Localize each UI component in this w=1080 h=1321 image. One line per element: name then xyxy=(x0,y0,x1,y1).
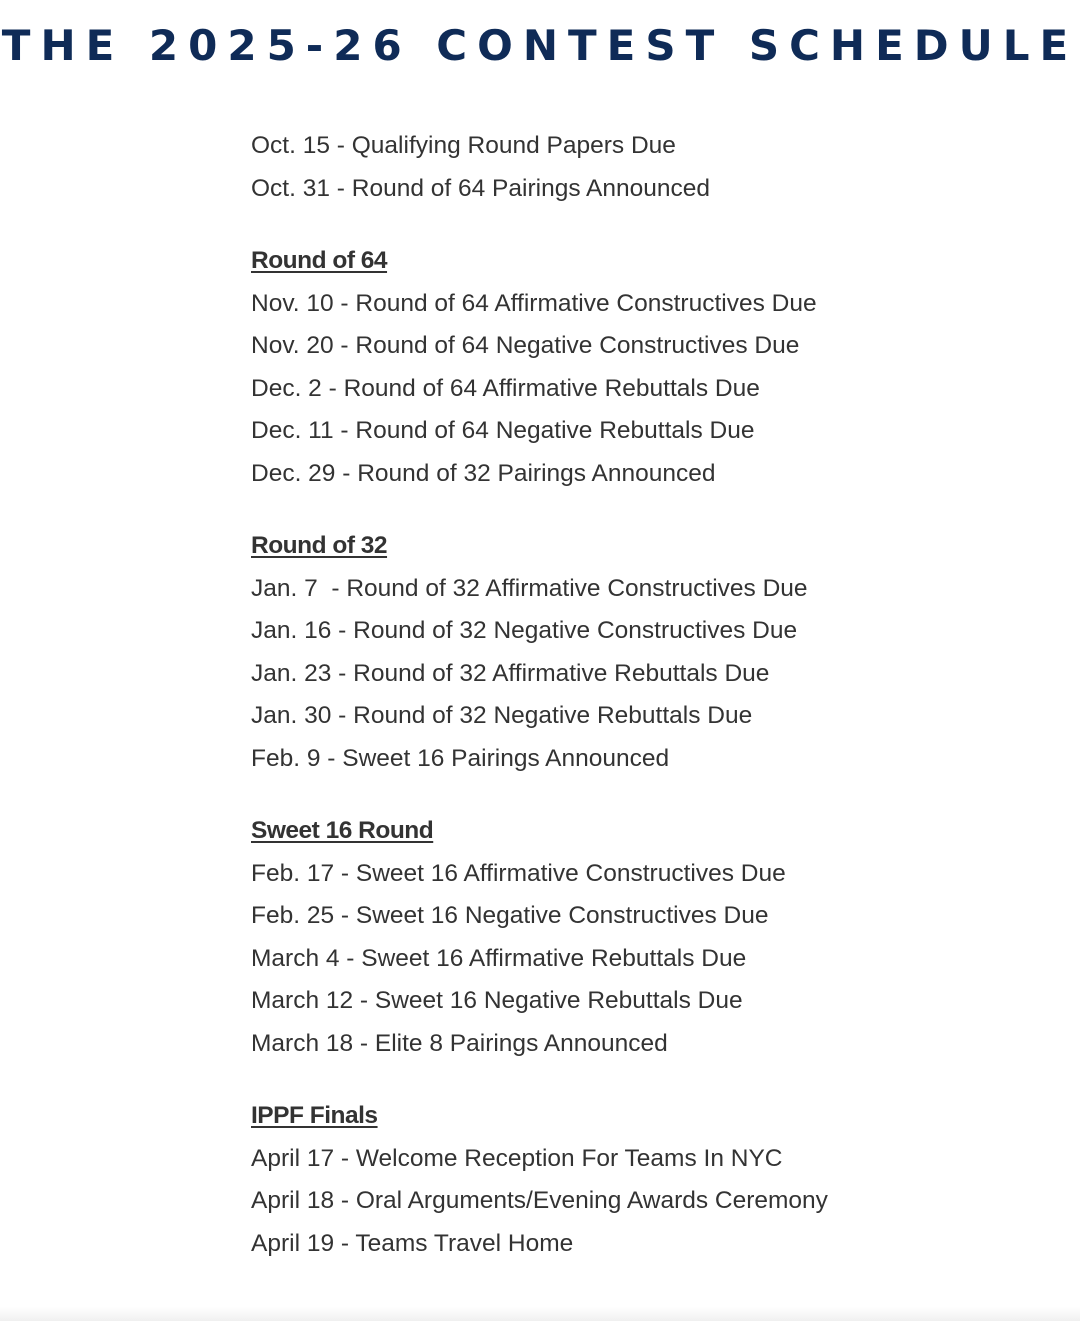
page-title: THE 2025-26 CONTEST SCHEDULE xyxy=(1,21,1079,70)
bottom-edge-shadow xyxy=(0,1307,1080,1321)
schedule-event: Oct. 15 - Qualifying Round Papers Due xyxy=(251,132,676,159)
schedule-event: Nov. 10 - Round of 64 Affirmative Constructives Due xyxy=(251,289,817,317)
section-heading: Round of 64 xyxy=(251,247,388,274)
schedule-event: Jan. 7 - Round of 32 Affirmative Constructives Due xyxy=(251,574,808,602)
schedule-event: March 12 - Sweet 16 Negative Rebuttals Due xyxy=(251,987,743,1014)
section-round-of-64 xyxy=(251,240,1011,495)
schedule-event: Jan. 16 - Round of 32 Negative Constructives Due xyxy=(251,617,798,644)
schedule-event: April 18 - Oral Arguments/Evening Awards Ceremony xyxy=(251,1187,828,1214)
schedule-event: Dec. 11 - Round of 64 Negative Rebuttals Due xyxy=(251,417,755,444)
schedule-event: Jan. 30 - Round of 32 Negative Rebuttals Due xyxy=(251,702,753,729)
contest-schedule xyxy=(251,125,1011,1265)
schedule-event: March 18 - Elite 8 Pairings Announced xyxy=(251,1029,668,1057)
schedule-event: Feb. 9 - Sweet 16 Pairings Announced xyxy=(251,744,670,772)
section-heading: Sweet 16 Round xyxy=(251,817,434,844)
schedule-event: Dec. 29 - Round of 32 Pairings Announced xyxy=(251,459,716,487)
section-heading: Round of 32 xyxy=(251,532,388,559)
schedule-event: March 4 - Sweet 16 Affirmative Rebuttals Due xyxy=(251,944,747,972)
schedule-event: Feb. 17 - Sweet 16 Affirmative Constructives Due xyxy=(251,859,786,887)
section-heading: IPPF Finals xyxy=(251,1102,378,1129)
schedule-event: Feb. 25 - Sweet 16 Negative Constructives Due xyxy=(251,902,769,929)
schedule-event: Oct. 31 - Round of 64 Pairings Announced xyxy=(251,174,710,202)
schedule-event: April 19 - Teams Travel Home xyxy=(251,1229,574,1257)
schedule-event: Nov. 20 - Round of 64 Negative Constructives Due xyxy=(251,332,800,359)
schedule-event: April 17 - Welcome Reception For Teams In NYC xyxy=(251,1144,783,1172)
section-round-of-32 xyxy=(251,525,1011,780)
schedule-event: Jan. 23 - Round of 32 Affirmative Rebuttals Due xyxy=(251,659,770,687)
section-sweet-16 xyxy=(251,810,1011,1065)
section-ippf-finals xyxy=(251,1095,1011,1265)
schedule-intro xyxy=(251,125,1011,210)
schedule-event: Dec. 2 - Round of 64 Affirmative Rebuttals Due xyxy=(251,374,760,402)
